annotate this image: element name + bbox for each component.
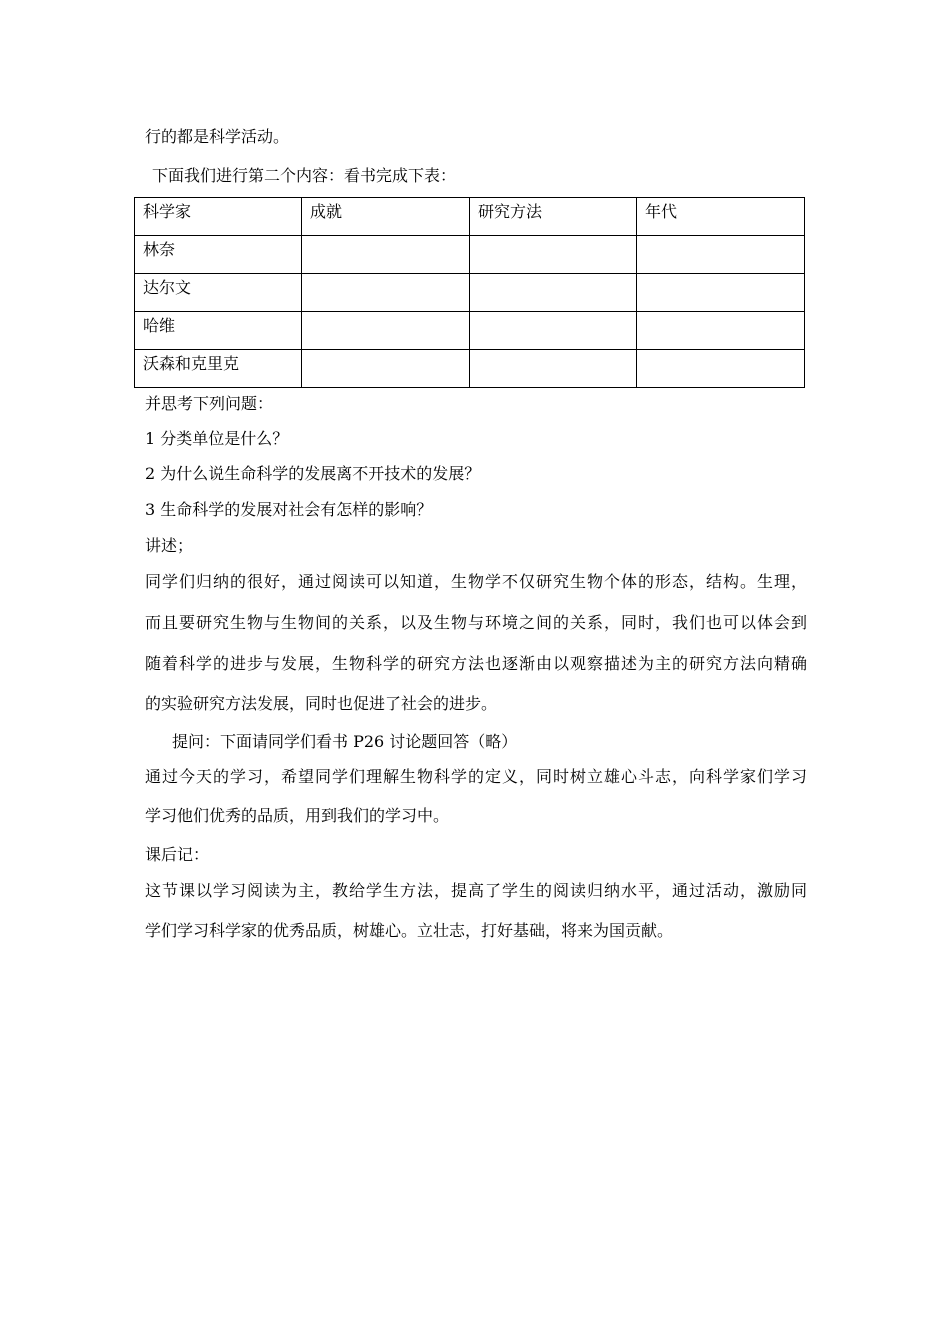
table-cell-method — [470, 312, 637, 350]
table-cell-method — [470, 236, 637, 274]
table-row — [135, 274, 805, 312]
table-cell-achievement — [302, 350, 470, 388]
table-row — [135, 350, 805, 388]
table-header-cell: 年代 — [637, 198, 805, 236]
table-header-cell: 研究方法 — [470, 198, 637, 236]
intro-tail-text: 行的都是科学活动。 — [145, 127, 290, 146]
after-class-line: 这节课以学习阅读为主，教给学生方法，提高了学生的阅读归纳水平，通过活动，激励同 — [145, 881, 809, 900]
table-header-cell: 成就 — [302, 198, 470, 236]
lecture-line: 的实验研究方法发展，同时也促进了社会的进步。 — [145, 694, 498, 713]
lecture-line: 随着科学的进步与发展，生物科学的研究方法也逐渐由以观察描述为主的研究方法向精确 — [145, 654, 809, 673]
table-cell-era — [637, 350, 805, 388]
summary-line: 学习他们优秀的品质，用到我们的学习中。 — [145, 806, 450, 825]
question-item: 2 为什么说生命科学的发展离不开技术的发展？ — [145, 464, 481, 483]
scientist-table — [134, 197, 805, 388]
summary-line: 通过今天的学习，希望同学们理解生物科学的定义，同时树立雄心斗志，向科学家们学习 — [145, 767, 809, 786]
lecture-line: 同学们归纳的很好，通过阅读可以知道，生物学不仅研究生物个体的形态，结构。生理， — [145, 572, 809, 591]
table-row — [135, 236, 805, 274]
table-cell-achievement — [302, 312, 470, 350]
question-item: 1 分类单位是什么？ — [145, 429, 289, 448]
table-cell-era — [637, 236, 805, 274]
table-cell-method — [470, 274, 637, 312]
table-cell-scientist: 哈维 — [135, 312, 302, 350]
question-item: 3 生命科学的发展对社会有怎样的影响？ — [145, 500, 433, 519]
table-cell-scientist: 林奈 — [135, 236, 302, 274]
table-cell-achievement — [302, 236, 470, 274]
table-cell-scientist: 沃森和克里克 — [135, 350, 302, 388]
table-cell-era — [637, 312, 805, 350]
questions-intro-text: 并思考下列问题： — [145, 394, 274, 413]
table-cell-era — [637, 274, 805, 312]
lecture-label: 讲述； — [145, 536, 194, 555]
table-cell-method — [470, 350, 637, 388]
table-cell-scientist: 达尔文 — [135, 274, 302, 312]
section-intro-text: 下面我们进行第二个内容：看书完成下表： — [152, 166, 457, 185]
table-header-cell: 科学家 — [135, 198, 302, 236]
table-header-row — [135, 198, 805, 236]
lecture-line: 而且要研究生物与生物间的关系，以及生物与环境之间的关系，同时，我们也可以体会到 — [145, 613, 809, 632]
table-cell-achievement — [302, 274, 470, 312]
after-class-line: 学们学习科学家的优秀品质，树雄心。立壮志，打好基础，将来为国贡献。 — [145, 921, 674, 940]
table-row — [135, 312, 805, 350]
prompt-text: 提问：下面请同学们看书 P26 讨论题回答（略） — [172, 732, 518, 751]
after-class-label: 课后记： — [145, 845, 210, 864]
